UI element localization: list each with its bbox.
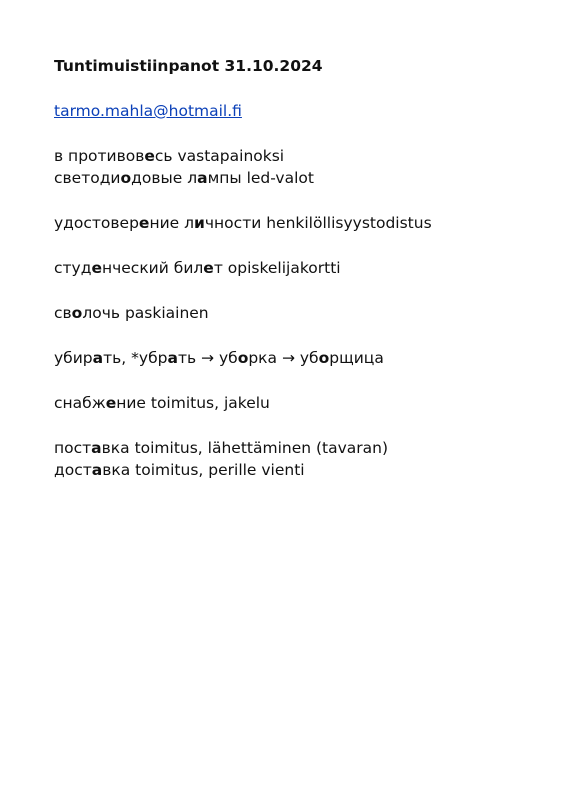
vocab-group [54,145,544,189]
stressed-vowel: а [197,169,208,187]
stressed-vowel: е [105,394,117,412]
text-segment: рщица [329,349,384,367]
text-segment: мпы led-valot [207,169,314,187]
document-title: Tuntimuistiinpanot 31.10.2024 [54,57,323,75]
text-segment: ть, *убр [103,349,168,367]
text-segment: св [54,304,72,322]
stressed-vowel: о [318,349,330,367]
text-segment: светоди [54,169,121,187]
vocab-line [54,212,544,234]
text-segment: ние toimitus, jakelu [116,394,270,412]
vocab-line [54,392,544,414]
text-segment: нческий бил [101,259,204,277]
text-segment: ние л [149,214,195,232]
vocab-line [54,459,544,481]
vocab-line [54,347,544,369]
vocab-line [54,437,544,459]
text-segment: убир [54,349,93,367]
text-segment: вка toimitus, lähettäminen (tavaran) [101,439,389,457]
vocab-line [54,257,544,279]
vocab-line [54,145,544,167]
stressed-vowel: е [203,259,214,277]
stressed-vowel: е [91,259,102,277]
stressed-vowel: о [120,169,132,187]
text-segment: дост [54,461,92,479]
text-segment: пост [54,439,92,457]
stressed-vowel: о [71,304,83,322]
stressed-vowel: а [91,439,102,457]
stressed-vowel: а [91,461,103,479]
text-segment: удостовер [54,214,139,232]
vocab-group [54,347,544,369]
text-segment: т opiskelijakortti [213,259,341,277]
text-segment: рка → уб [248,349,319,367]
stressed-vowel: о [237,349,249,367]
text-segment: вка toimitus, perille vienti [102,461,305,479]
text-segment: в противов [54,147,145,165]
email-link[interactable]: tarmo.mahla@hotmail.fi [54,102,242,120]
vocab-group [54,302,544,324]
vocabulary-list [54,145,544,481]
text-segment: довые л [131,169,198,187]
text-segment: лочь paskiainen [82,304,209,322]
vocab-group [54,392,544,414]
vocab-group [54,212,544,234]
stressed-vowel: е [144,147,155,165]
stressed-vowel: а [167,349,178,367]
stressed-vowel: а [92,349,104,367]
text-segment: снабж [54,394,106,412]
vocab-group [54,257,544,279]
text-segment: сь vastapainoksi [154,147,285,165]
text-segment: чности henkilöllisyystodistus [204,214,432,232]
document-content [54,55,544,481]
text-segment: студ [54,259,92,277]
stressed-vowel: е [138,214,150,232]
vocab-line [54,167,544,189]
vocab-group [54,437,544,481]
vocab-line [54,302,544,324]
text-segment: ть → уб [177,349,238,367]
stressed-vowel: и [194,214,205,232]
